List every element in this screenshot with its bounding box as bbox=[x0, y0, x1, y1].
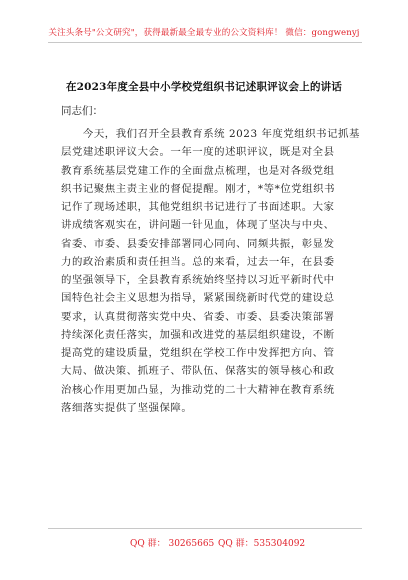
body-line: 教育系统基层党建工作的全面盘点梳理，也是对各级党组 bbox=[61, 164, 335, 177]
footer-qq-group-right: QQ 群：535304092 bbox=[218, 539, 306, 549]
body-line: 持续深化责任落实，加强和改进党的基层组织建设，不断 bbox=[61, 328, 335, 341]
body-text bbox=[61, 125, 363, 417]
document-title: 在2023年度全县中小学校党组织书记述职评议会上的讲话 bbox=[65, 81, 343, 93]
body-line: 要求，认真贯彻落实党中央、省委、市委、县委决策部署 bbox=[61, 310, 335, 323]
body-line: 治核心作用更加凸显，为推动党的二十大精神在教育系统 bbox=[61, 383, 335, 396]
body-line: 国特色社会主义思想为指导，紧紧围绕新时代党的建设总 bbox=[61, 292, 335, 305]
header-divider bbox=[48, 42, 362, 43]
body-line: 力的政治素质和责任担当。总的来看，过去一年，在县委 bbox=[61, 255, 335, 268]
body-line: 层党建述职评议大会。一年一度的述职评议，既是对全县 bbox=[61, 146, 335, 159]
header-banner: 关注头条号"公文研究"，获得最新最全最专业的公文资料库！ 微信：gongwenyj bbox=[48, 28, 360, 38]
body-line: 省委、市委、县委安排部署同心同向、同频共振，彰显发 bbox=[61, 237, 335, 250]
body-line: 讲成绩客观实在，讲问题一针见血，体现了坚决与中央、 bbox=[61, 219, 335, 232]
body-line: 落细落实提供了坚强保障。 bbox=[61, 401, 193, 414]
body-line: 记作了现场述职，其他党组织书记进行了书面述职。大家 bbox=[61, 201, 335, 213]
salutation: 同志们： bbox=[61, 105, 103, 117]
body-line: 提高党的建设质量，党组织在学校工作中发挥把方向、管 bbox=[61, 347, 335, 359]
body-line: 今天，我们召开全县教育系统 2023 年度党组织书记抓基 bbox=[61, 128, 360, 140]
body-line: 的坚强领导下，全县教育系统始终坚持以习近平新时代中 bbox=[61, 274, 335, 286]
body-line: 织书记聚焦主责主业的督促提醒。刚才，*等*位党组织书 bbox=[61, 182, 336, 195]
footer-divider bbox=[48, 528, 362, 529]
body-line: 大局、做决策、抓班子、带队伍、保落实的领导核心和政 bbox=[61, 365, 335, 378]
footer-qq-group-left: QQ 群： 30265665 bbox=[130, 539, 215, 549]
